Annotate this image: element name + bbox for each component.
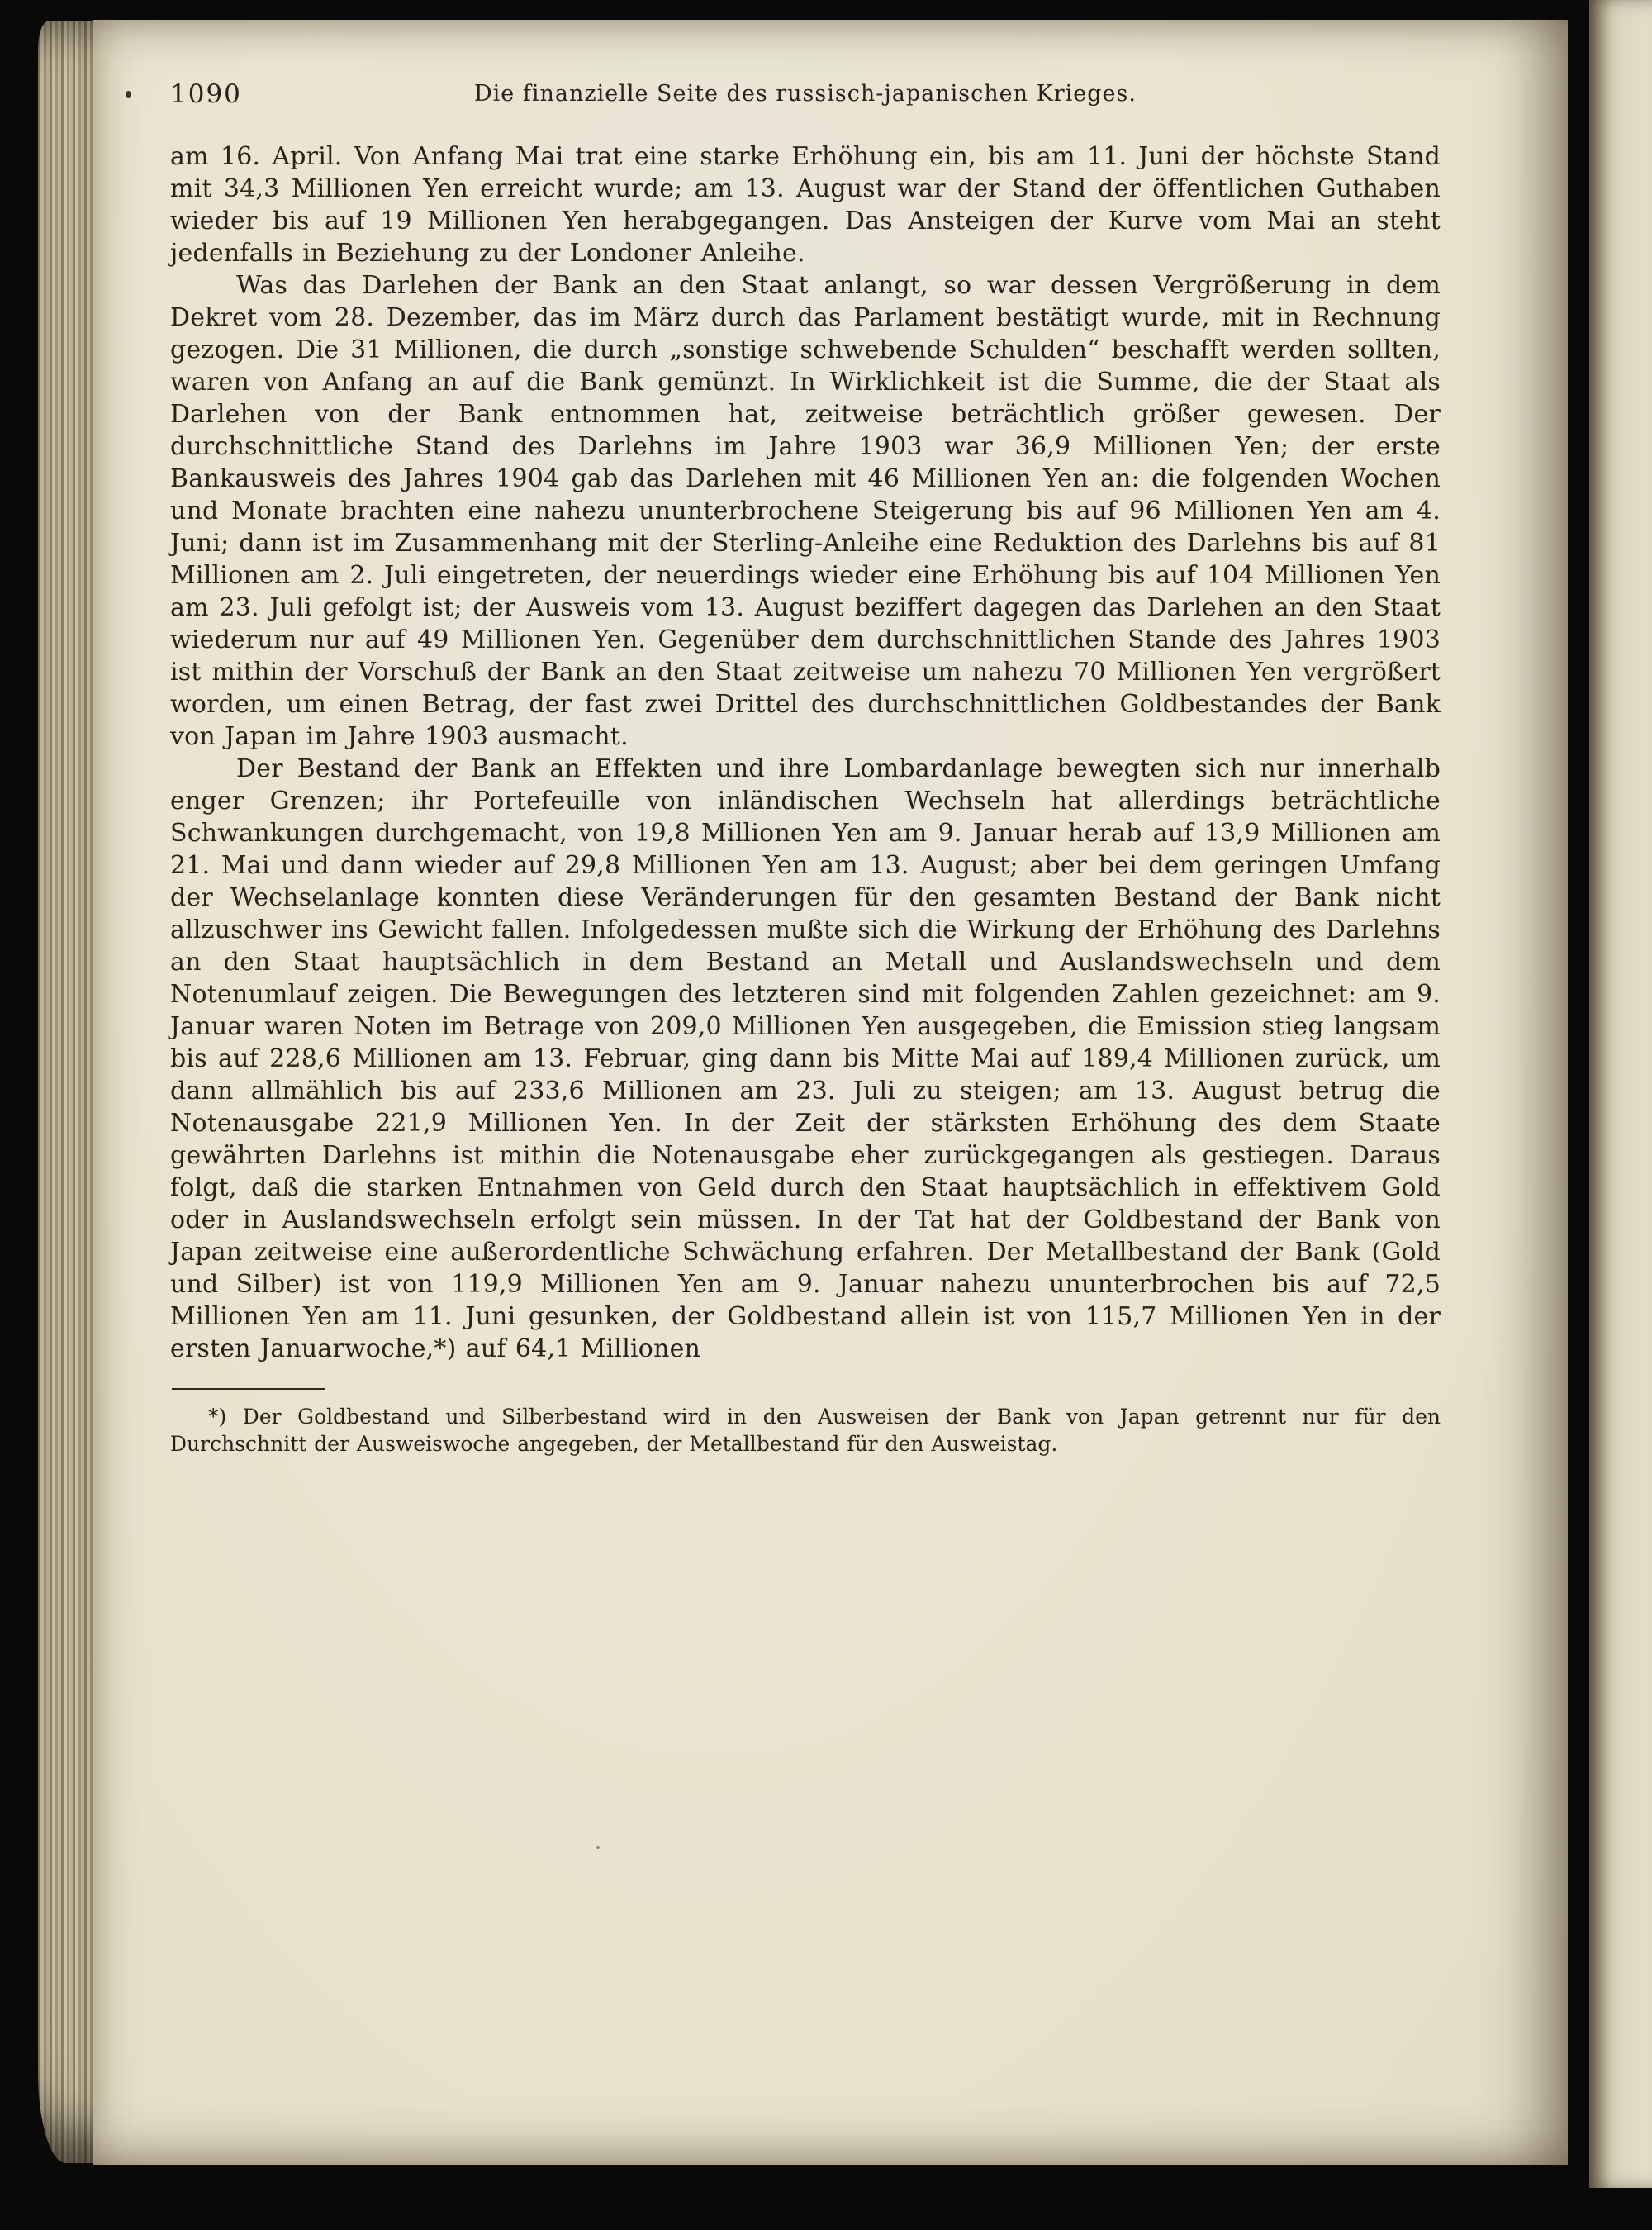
page-body: [170, 140, 1441, 1365]
page-header: [170, 78, 1441, 116]
page-number: 1090: [170, 79, 242, 109]
paragraph: Der Bestand der Bank an Effekten und ihre Lombardanlage bewegten sich nur innerhalb enger Grenzen; ihr Portefeuille von inländischen Wechseln hat allerdings beträchtliche Schwankungen durchgemacht, von 19,8 Millionen Yen am 9. Januar herab auf 13,9 Millionen am 21. Mai und dann wieder auf 29,8 Millionen Yen am 13. August; aber bei dem geringen Umfang der Wechselanlage konnten diese Veränderungen für den gesamten Bestand der Bank nicht allzuschwer ins Gewicht fallen. Infolgedessen mußte sich die Wirkung der Erhöhung des Darlehns an den Staat hauptsächlich in dem Bestand an Metall und Auslandswechseln und dem Notenumlauf zeigen. Die Bewegungen des letzteren sind mit folgenden Zahlen gezeichnet: am 9. Januar waren Noten im Betrage von 209,0 Millionen Yen ausgegeben, die Emission stieg langsam bis auf 228,6 Millionen am 13. Februar, ging dann bis Mitte Mai auf 189,4 Millionen zurück, um dann allmählich bis auf 233,6 Millionen am 23. Juli zu steigen; am 13. August betrug die Notenausgabe 221,9 Millionen Yen. In der Zeit der stärksten Erhöhung des dem Staate gewährten Darlehns ist mithin die Notenausgabe eher zurückgegangen als gestiegen. Daraus folgt, daß die starken Entnahmen von Geld durch den Staat hauptsächlich in effektivem Gold oder in Auslandswechseln erfolgt sein müssen. In der Tat hat der Goldbestand der Bank von Japan zeitweise eine außerordentliche Schwächung erfahren. Der Metallbestand der Bank (Gold und Silber) ist von 119,9 Millionen Yen am 9. Januar nahezu ununterbrochen bis auf 72,5 Millionen Yen am 11. Juni gesunken, der Goldbestand allein ist von 115,7 Millionen Yen in der ersten Januarwoche,*) auf 64,1 Millionen: [170, 754, 1441, 1363]
paragraph: am 16. April. Von Anfang Mai trat eine starke Erhöhung ein, bis am 11. Juni der höchste Stand mit 34,3 Millionen Yen erreicht wurde; am 13. August war der Stand der öffentlichen Guthaben wieder bis auf 19 Millionen Yen herabgegangen. Das Ansteigen der Kurve vom Mai an steht jedenfalls in Beziehung zu der Londoner Anleihe.: [170, 142, 1441, 268]
scan-speck: [596, 1846, 600, 1849]
left-page-edges: [38, 21, 93, 2163]
footnote-block: [170, 1388, 1441, 1457]
running-header: Die finanzielle Seite des russisch-japanischen Krieges.: [474, 81, 1137, 107]
paragraph: Was das Darlehen der Bank an den Staat anlangt, so war dessen Vergrößerung in dem Dekret vom 28. Dezember, das im März durch das Parlament bestätigt wurde, mit in Rechnung gezogen. Die 31 Millionen, die durch „sonstige schwebende Schulden“ beschafft werden sollten, waren von Anfang an auf die Bank gemünzt. In Wirklichkeit ist die Summe, die der Staat als Darlehen von der Bank entnommen hat, zeitweise beträchtlich größer gewesen. Der durchschnittliche Stand des Darlehns im Jahre 1903 war 36,9 Millionen Yen; der erste Bankausweis des Jahres 1904 gab das Darlehen mit 46 Millionen Yen an: die folgenden Wochen und Monate brachten eine nahezu ununterbrochene Steigerung bis auf 96 Millionen Yen am 4. Juni; dann ist im Zusammenhang mit der Sterling-Anleihe eine Reduktion des Darlehns bis auf 81 Millionen am 2. Juli eingetreten, der neuerdings wieder eine Erhöhung bis auf 104 Millionen Yen am 23. Juli gefolgt ist; der Ausweis vom 13. August beziffert dagegen das Darlehen an den Staat wiederum nur auf 49 Millionen Yen. Gegenüber dem durchschnittlichen Stande des Jahres 1903 ist mithin der Vorschuß der Bank an den Staat zeitweise um nahezu 70 Millionen Yen vergrößert worden, um einen Betrag, der fast zwei Drittel des durchschnittlichen Goldbestandes der Bank von Japan im Jahre 1903 ausmacht.: [170, 271, 1441, 751]
page-gutter-shadow: [1568, 0, 1589, 2230]
footnote-text: *) Der Goldbestand und Silberbestand wird in den Ausweisen der Bank von Japan getrennt nur für den Durchschnitt der Ausweiswoche angegeben, der Metallbestand für den Ausweistag.: [170, 1405, 1441, 1456]
facing-page-edge: [1589, 0, 1652, 2188]
page-text-column: [170, 78, 1441, 1457]
scan-speck: [126, 91, 131, 98]
footnote-divider: [172, 1388, 325, 1390]
book-page: [93, 20, 1568, 2165]
